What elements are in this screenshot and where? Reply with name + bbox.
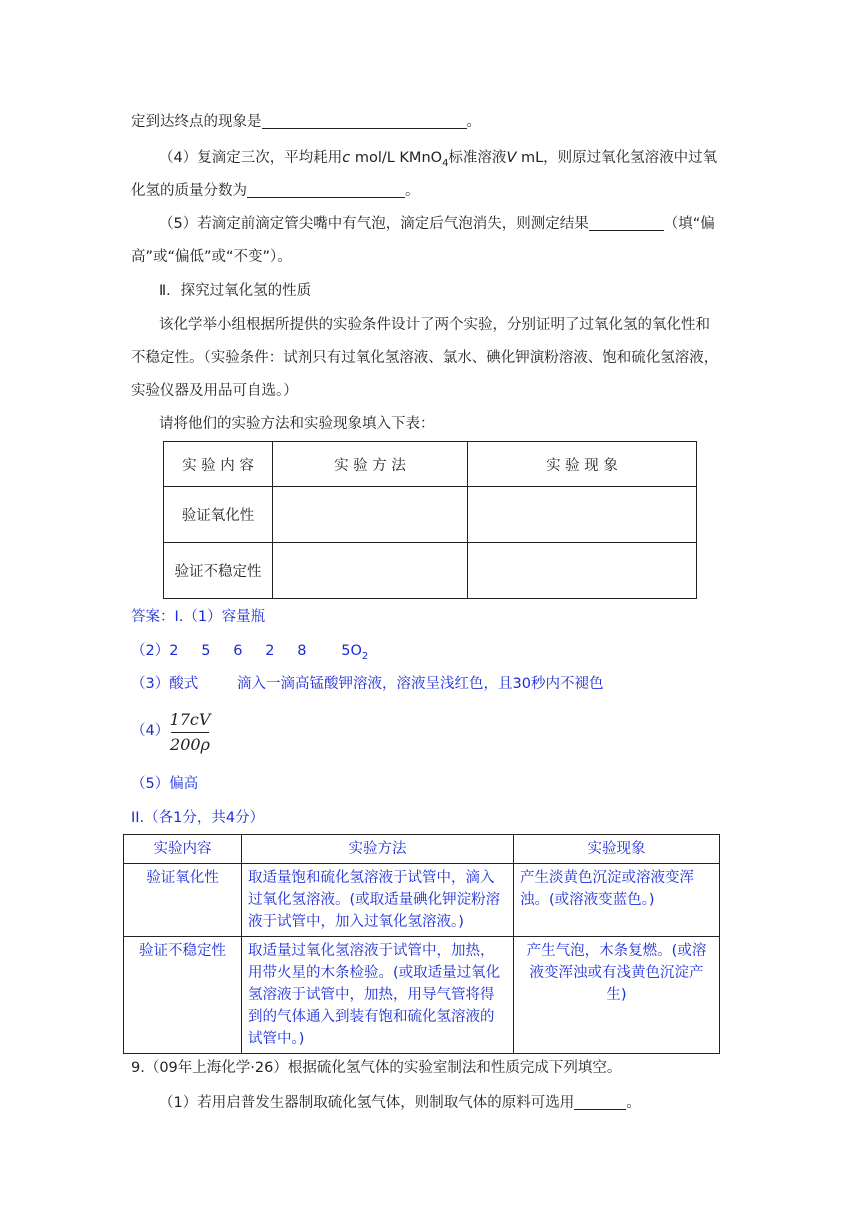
answer-blank (247, 181, 405, 198)
table-cell: 验证氧化性 (164, 487, 273, 543)
table-cell: 产生气泡，木条复燃。(或溶液变浑浊或有浅黄色沉淀产生) (514, 937, 720, 1054)
fraction-formula: 17cV 200ρ (169, 710, 211, 754)
table-cell (468, 543, 697, 599)
table-cell (273, 543, 468, 599)
answer-line: （4） (131, 723, 170, 739)
answer-table (123, 834, 720, 1054)
question-title: 9.（09年上海化学·26）根据硫化氢气体的实验室制法和性质完成下列填空。 (131, 1060, 622, 1076)
table-cell: 验证氧化性 (124, 864, 242, 937)
table-header: 实验内容 (124, 835, 242, 864)
table-cell: 取适量饱和硫化氢溶液于试管中，滴入过氧化氢溶液。(或取适量碘化钾淀粉溶液于试管中，加入过氧化氢溶液。) (242, 864, 514, 937)
text-line: 实验仪器及用品可自选。） (131, 383, 298, 399)
text-line: 高”或“偏低”或“不变”）。 (131, 249, 292, 265)
fraction-bar (171, 732, 209, 733)
answer-blank (262, 112, 467, 129)
section-heading: Ⅱ．探究过氧化氢的性质 (159, 283, 312, 299)
answer-line: （5）偏高 (131, 776, 199, 792)
text-line: （1）若用启普发生器制取硫化氢气体，则制取气体的原料可选用 。 (159, 1095, 641, 1111)
table-header: 实 验 内 容 (164, 442, 273, 487)
answer-blank (589, 214, 664, 231)
text-line: 定到达终点的现象是 。 (131, 114, 481, 130)
table-cell: 验证不稳定性 (164, 543, 273, 599)
table-cell: 取适量过氧化氢溶液于试管中，加热，用带火星的木条检验。(或取适量过氧化氢溶液于试管中，加热，用导气管将得到的气体通入到装有饱和硫化氢溶液的试管中。) (242, 937, 514, 1054)
text-line: 该化学举小组根据所提供的实验条件设计了两个实验，分别证明了过氧化氢的氧化性和 (159, 317, 710, 333)
answer-line: II.（各1分，共4分） (131, 810, 265, 826)
answer-line: 答案：I.（1）容量瓶 (131, 609, 266, 625)
answer-line: （2）2 5 6 2 8 $5O_2$ (131, 643, 369, 662)
text-line: （5）若滴定前滴定管尖嘴中有气泡，滴定后气泡消失，则测定结果 （填“偏 (159, 216, 715, 232)
experiment-table (163, 441, 697, 599)
table-header: 实 验 现 象 (468, 442, 697, 487)
text-line: 化氢的质量分数为 。 (131, 183, 420, 199)
text-line: 不稳定性。（实验条件：试剂只有过氧化氢溶液、氯水、碘化钾演粉溶液、饱和硫化氢溶液， (131, 350, 719, 366)
table-header: 实验方法 (242, 835, 514, 864)
table-header: 实 验 方 法 (273, 442, 468, 487)
table-cell (273, 487, 468, 543)
answer-line: （3）酸式 滴入一滴高锰酸钾溶液，溶液呈浅红色，且30秒内不褪色 (131, 676, 604, 692)
table-cell (468, 487, 697, 543)
table-cell: 验证不稳定性 (124, 937, 242, 1054)
table-header: 实验现象 (514, 835, 720, 864)
text-line: 请将他们的实验方法和实验现象填入下表： (159, 416, 435, 432)
table-cell: 产生淡黄色沉淀或溶液变浑浊。(或溶液变蓝色。) (514, 864, 720, 937)
text-line: （4）复滴定三次，平均耗用c mol/L KMnO$_4$标准溶液V mL，则原过氧化氢溶液中过氧 (159, 150, 718, 169)
answer-blank (574, 1093, 626, 1110)
